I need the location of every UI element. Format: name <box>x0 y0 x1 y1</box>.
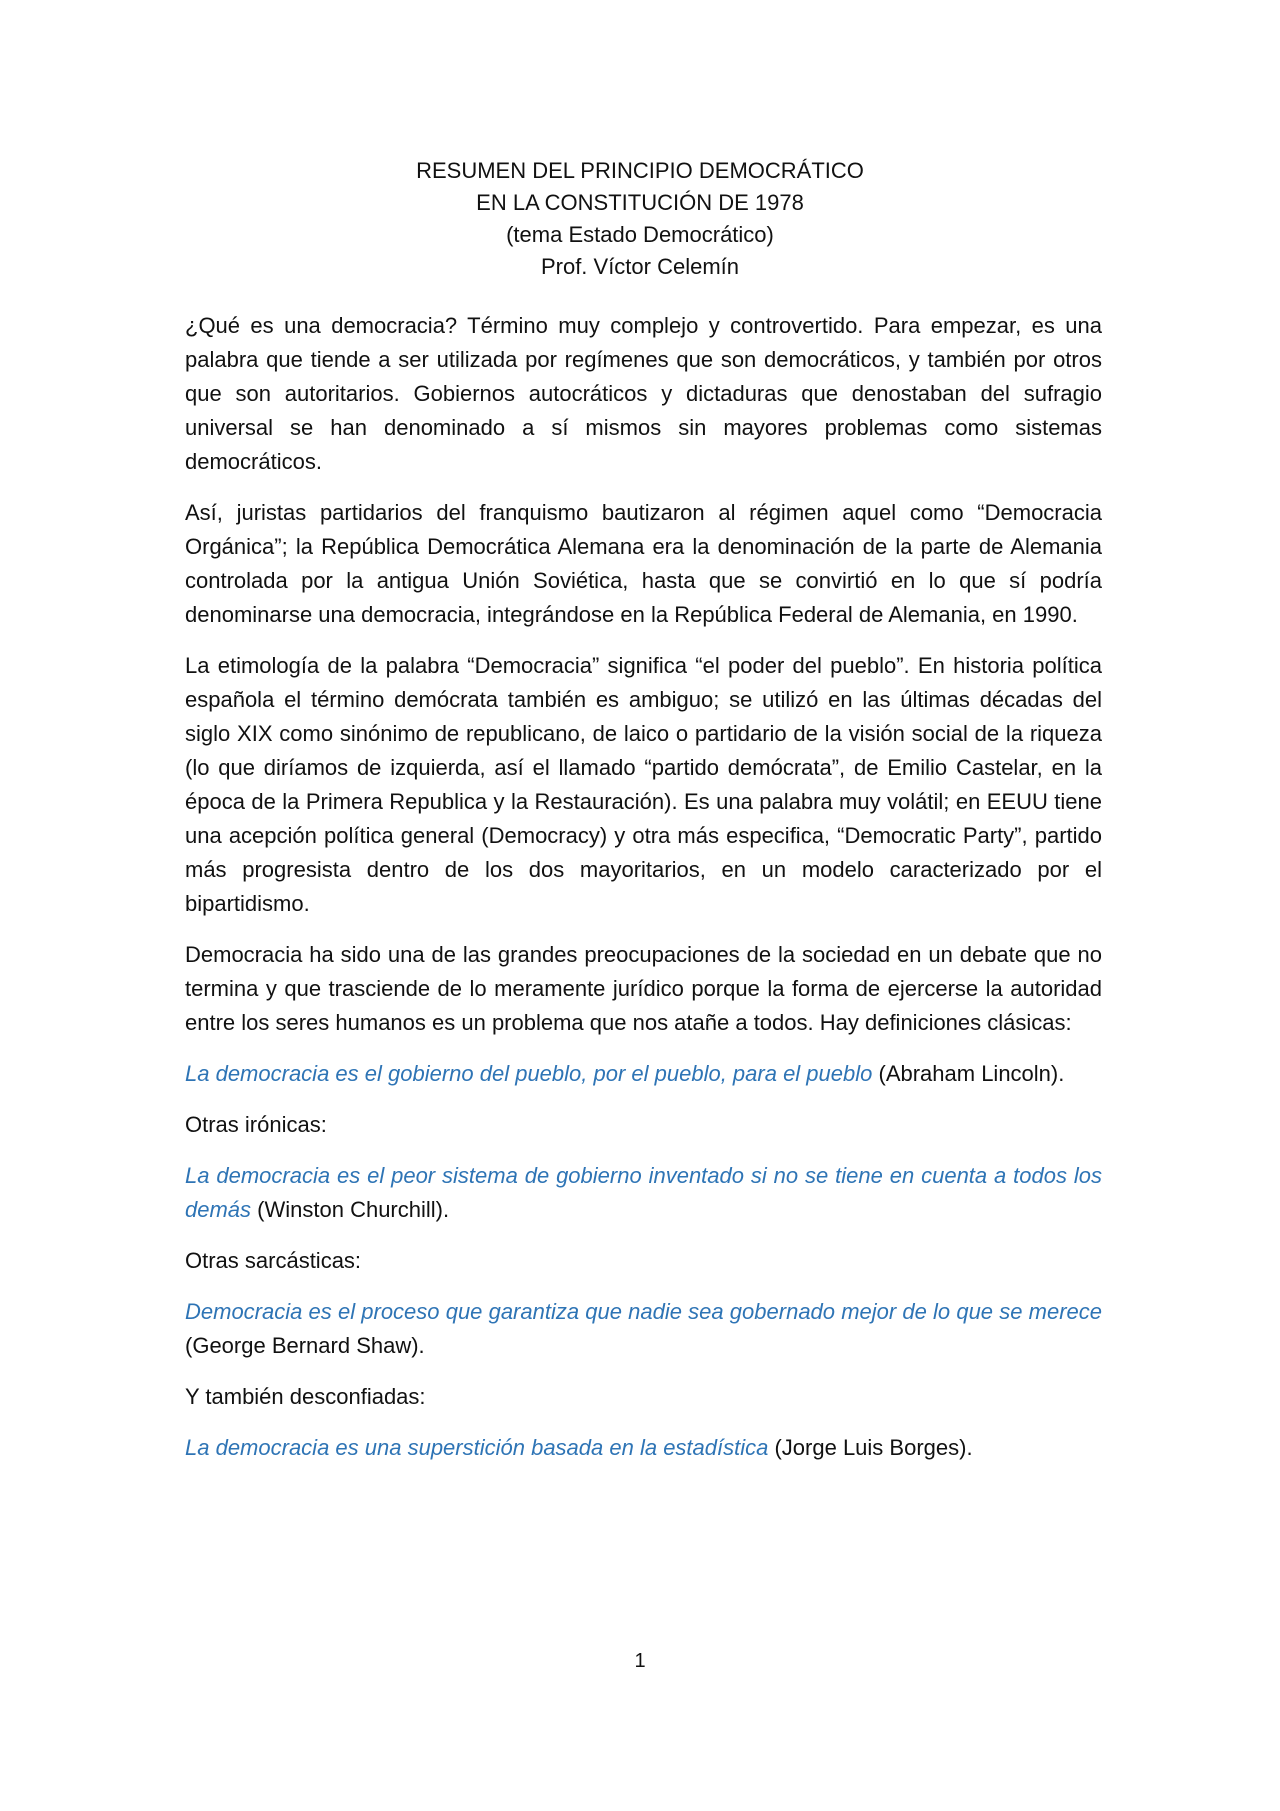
title-line-1: RESUMEN DEL PRINCIPIO DEMOCRÁTICO <box>416 158 864 183</box>
quote-attribution: (Winston Churchill). <box>251 1197 450 1222</box>
quote-intro-sarcastic: Otras sarcásticas: <box>185 1248 362 1273</box>
quote-attribution: (Jorge Luis Borges). <box>768 1435 973 1460</box>
quote-churchill <box>185 1159 1102 1227</box>
quote-text: La democracia es el gobierno del pueblo, por el pueblo, para el pueblo <box>185 1061 873 1086</box>
quote-text: Democracia es el proceso que garantiza que nadie sea gobernado mejor de lo que se merece <box>185 1299 1102 1324</box>
page-number: 1 <box>634 1650 646 1672</box>
quote-text: La democracia es el peor sistema de gobierno inventado si no se tiene en cuenta a todos los demás <box>185 1163 1102 1222</box>
paragraph-3: La etimología de la palabra “Democracia” significa “el poder del pueblo”. En historia política española el término demócrata también es ambiguo; se utilizó en las últimas décadas del siglo XIX como sinónimo de republicano, de laico o partidario de la visión social de la riqueza (lo que diríamos de izquierda, así el llamado “partido demócrata”, de Emilio Castelar, en la época de la Primera Republica y la Restauración). Es una palabra muy volátil; en EEUU tiene una acepción política general (Democracy) y otra más especifica, “Democratic Party”, partido más progresista dentro de los dos mayoritarios, en un modelo caracterizado por el bipartidismo. <box>185 653 1102 916</box>
quote-intro-ironic: Otras irónicas: <box>185 1112 327 1137</box>
paragraph-4: Democracia ha sido una de las grandes preocupaciones de la sociedad en un debate que no termina y que trasciende de lo meramente jurídico porque la forma de ejercerse la autoridad entre los seres humanos es un problema que nos atañe a todos. Hay definiciones clásicas: <box>185 942 1102 1035</box>
quote-shaw <box>185 1295 1102 1363</box>
author-line: Prof. Víctor Celemín <box>540 254 740 279</box>
paragraph-1: ¿Qué es una democracia? Término muy complejo y controvertido. Para empezar, es una palabra que tiende a ser utilizada por regímenes que son democráticos, y también por otros que son autoritarios. Gobiernos autocráticos y dictaduras que denostaban del sufragio universal se han denominado a sí mismos sin mayores problemas como sistemas democráticos. <box>185 313 1102 474</box>
title-line-2: EN LA CONSTITUCIÓN DE 1978 <box>476 190 804 215</box>
document-body <box>185 309 1102 1482</box>
paragraph-2: Así, juristas partidarios del franquismo bautizaron al régimen aquel como “Democracia Orgánica”; la República Democrática Alemana era la denominación de la parte de Alemania controlada por la antigua Unión Soviética, hasta que se convirtió en lo que sí podría denominarse una democracia, integrándose en la República Federal de Alemania, en 1990. <box>185 500 1102 627</box>
quote-borges <box>185 1431 1102 1465</box>
title-line-3: (tema Estado Democrático) <box>506 222 774 247</box>
quote-attribution: (Abraham Lincoln). <box>872 1061 1065 1086</box>
quote-text: La democracia es una superstición basada en la estadística <box>185 1435 769 1460</box>
quote-intro-distrustful: Y también desconfiadas: <box>185 1384 426 1409</box>
quote-lincoln <box>185 1057 1102 1091</box>
document-title <box>0 155 1280 283</box>
quote-attribution: (George Bernard Shaw). <box>185 1333 425 1358</box>
